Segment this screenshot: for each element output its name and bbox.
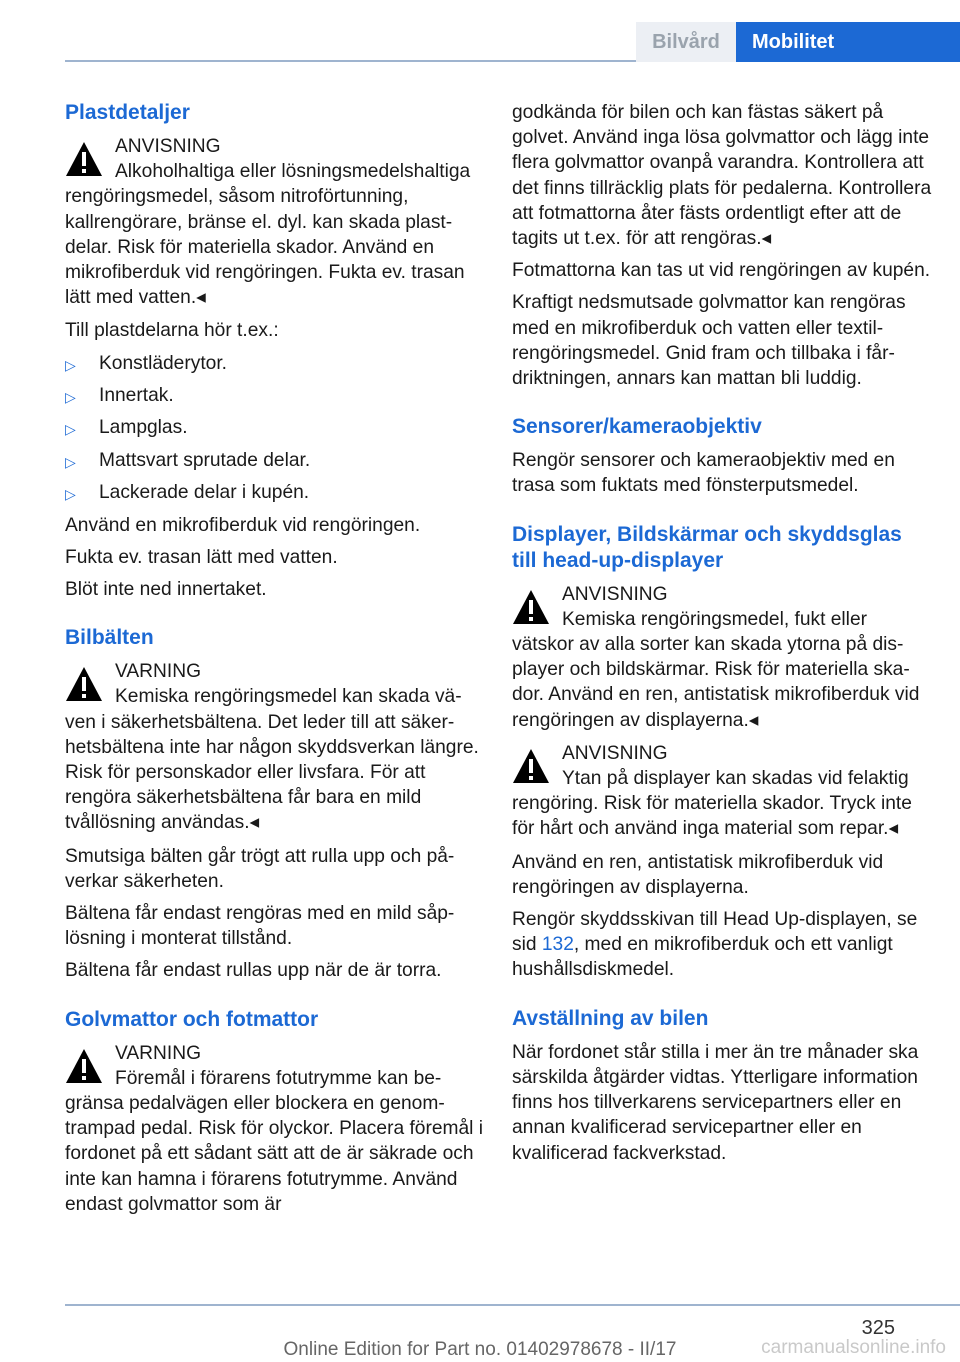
paragraph: Använd en mikrofiberduk vid rengöringen. [65, 514, 421, 536]
section-avstallning [512, 1006, 932, 1166]
paragraph: Bältena får endast rullas upp när de är torra. [65, 960, 442, 982]
warning-belts [65, 659, 485, 835]
bullet-triangle-icon: ▷ [65, 486, 76, 503]
page-link[interactable]: 132 [541, 934, 574, 956]
paragraph: Smutsiga bälten går trögt att rulla upp och påverkar säkerheten. [65, 845, 455, 892]
section-sensorer [512, 414, 932, 498]
list-item: ▷ Lackerade delar i kupén. [65, 480, 485, 505]
warning-triangle-icon [65, 665, 103, 703]
paragraph: Använd en ren, antistatisk mikrofiberduk vid rengöringen av displayerna. [512, 851, 884, 898]
paragraph: Kraftigt nedsmutsade golvmattor kan rengöras med en mikrofiberduk och vatten eller textilrengöringsmedel. Gnid fram och tillbaka i fårdriktningen, annars kan mattan bli luddig. [512, 292, 906, 390]
paragraph: Bältena får endast rengöras med en mild såplösning i monterat tillstånd. [65, 903, 455, 950]
section-displayer [512, 522, 932, 983]
paragraph: Fotmattorna kan tas ut vid rengöringen av kupén. [512, 260, 931, 282]
paragraph: Blöt inte ned innertaket. [65, 578, 267, 600]
warning-title: VARNING [115, 1042, 201, 1064]
paragraph: Rengör sensorer och kameraobjektiv med en trasa som fuktats med fönsterputsmedel. [512, 450, 895, 497]
list-item: ▷ Konstläderytor. [65, 351, 485, 376]
heading-avstallning: Avställning av bilen [512, 1006, 709, 1030]
tab-bilvard[interactable]: Bilvård [636, 22, 736, 62]
bullet-triangle-icon: ▷ [65, 356, 76, 373]
footer-rule [65, 1304, 960, 1306]
bullet-triangle-icon: ▷ [65, 453, 76, 470]
paragraph: Rengör skyddsskivan till Head Up-displayen, se sid 132, med en mikrofiberduk och ett vanligt hushållsdiskmedel. [512, 909, 918, 981]
paragraph: Fukta ev. trasan lätt med vatten. [65, 546, 338, 568]
heading-plastdetaljer: Plastdetaljer [65, 101, 190, 124]
bullet-triangle-icon: ▷ [65, 421, 76, 438]
bullet-triangle-icon: ▷ [65, 389, 76, 406]
warning-triangle-icon [512, 588, 550, 626]
section-golvmattor [65, 1007, 485, 1217]
edition-footer: Online Edition for Part no. 01402978678 - II/17 [283, 1339, 677, 1360]
paragraph: godkända för bilen och kan fästas säkert på golvet. Använd inga lösa golvmattor och lägg inte flera golvmattor ovanpå varandra. Kontrollera att det finns tillräcklig plats för pedalerna. Kontrollera att fotmattorna åter fästs ordentligt efter att de tagits ut t.ex. för att rengöras.◂ [512, 102, 932, 250]
notice-plast [65, 134, 485, 310]
warning-text: Föremål i förarens fotutrymme kan begränsa pedalvägen eller blockera en genomtrampad pedal. Risk för olyckor. Placera föremål i fordonet på ett sådant sätt att de är säkrade och inte kan hamna i förarens fotutrymme. Använd endast golvmattor som är [65, 1067, 484, 1215]
paragraph: Till plastdelarna hör t.ex.: [65, 320, 279, 342]
list-item: ▷ Lampglas. [65, 415, 485, 440]
section-bilbalten [65, 625, 485, 983]
watermark: carmanualsonline.info [761, 1337, 946, 1358]
heading-displayer: Displayer, Bildskärmar och skyddsglas till head-up-displayer [512, 522, 902, 572]
notice-text: Ytan på displayer kan skadas vid felaktig rengöring. Risk för materiella skador. Tryck inte för hårt och använd inga material som repar.◂ [512, 768, 912, 840]
warning-text: Kemiska rengöringsmedel kan skada väven i säkerhetsbältena. Det leder till att säkerhetsbältena inte har någon skyddsverkan längre. Risk för personskador eller livsfara. För att rengöra säkerhetsbältena får bara en mild tvållösning användas.◂ [65, 686, 479, 834]
section-plastdetaljer [65, 100, 485, 602]
warning-title: VARNING [115, 661, 201, 683]
notice-text: Alkoholhaltiga eller lösningsmedelshaltiga rengöringsmedel, såsom nitroförtunning, kallrengörare, bränse el. dyl. kan skada plastdelar. Risk för materiella skador. Använd en mikrofiberduk vid rengöringen. Fukta ev. trasan lätt med vatten.◂ [65, 161, 471, 309]
notice-displays-1 [512, 582, 932, 733]
page-number: 325 [861, 1317, 895, 1339]
notice-displays-2 [512, 741, 932, 842]
left-column [65, 100, 485, 1225]
notice-text: Kemiska rengöringsmedel, fukt eller vätskor av alla sorter kan skada ytorna på displayer och bildskärmar. Risk för materiella skador. Använd en ren, antistatisk mikrofiberduk vid rengöringen av displayerna.◂ [512, 608, 920, 731]
plast-list [65, 351, 485, 506]
notice-title: ANVISNING [562, 583, 668, 605]
warning-mats [65, 1041, 485, 1217]
warning-triangle-icon [512, 747, 550, 785]
list-item: ▷ Innertak. [65, 383, 485, 408]
heading-golvmattor: Golvmattor och fotmattor [65, 1007, 319, 1031]
warning-triangle-icon [65, 1047, 103, 1085]
right-column [512, 100, 932, 1173]
warning-triangle-icon [65, 140, 103, 178]
list-item: ▷ Mattsvart sprutade delar. [65, 448, 485, 473]
heading-bilbalten: Bilbälten [65, 626, 154, 650]
heading-sensorer: Sensorer/kameraobjektiv [512, 415, 762, 439]
notice-title: ANVISNING [562, 742, 668, 764]
notice-title: ANVISNING [115, 136, 221, 157]
paragraph: När fordonet står stilla i mer än tre månader ska särskilda åtgärder vidtas. Ytterligare information finns hos tillverkarens servicepartners eller en annan kvalificerad servicepartner eller en kvalificerad fackverkstad. [512, 1041, 919, 1164]
tab-mobilitet[interactable]: Mobilitet [736, 22, 960, 62]
